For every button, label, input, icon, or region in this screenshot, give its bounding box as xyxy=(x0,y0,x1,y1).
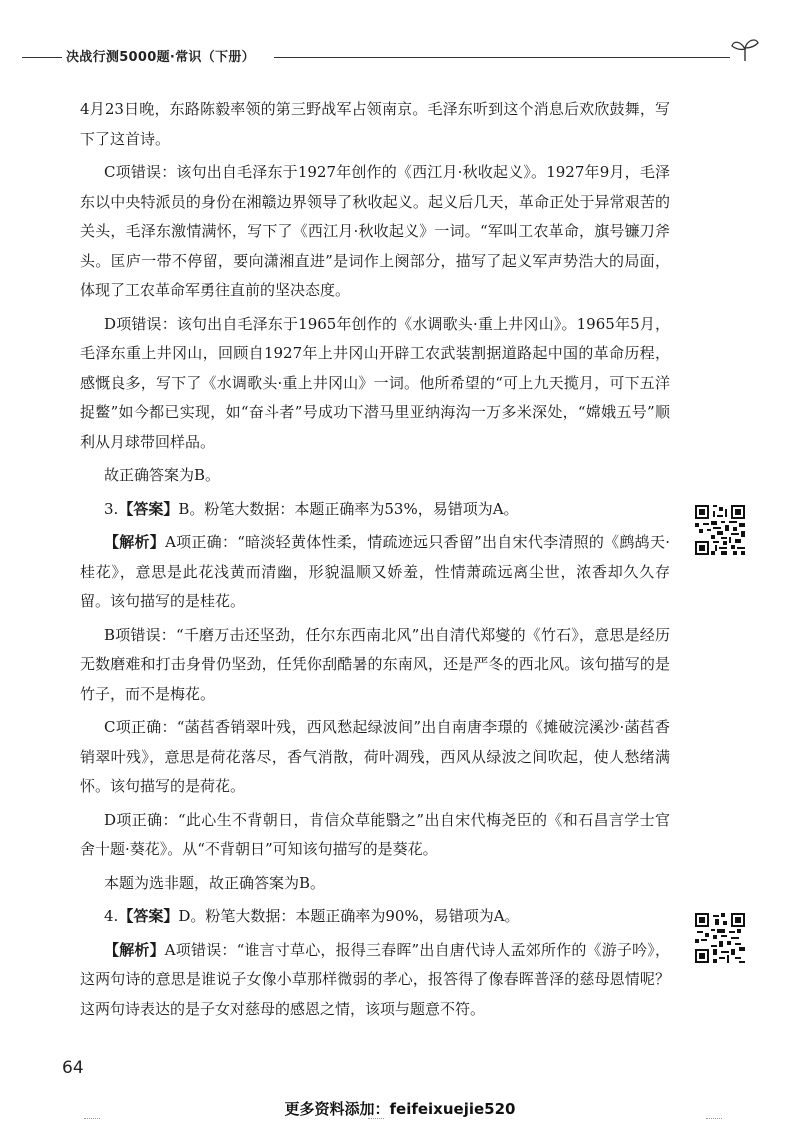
q3-number: 3. xyxy=(104,499,119,518)
text-paragraph: 故正确答案为B。 xyxy=(104,466,221,484)
q3-answer xyxy=(80,495,670,525)
page-content xyxy=(80,95,670,1028)
q4-answer xyxy=(80,902,670,932)
text-paragraph: C项错误：该句出自毛泽东于1927年创作的《西江月·秋收起义》。1927年9月，毛泽东以中央特派员的身份在湘赣边界领导了秋收起义。起义后几天，革命正处于异常艰苦的关头，毛泽东激情满怀，写下了《西江月·秋收起义》一词。“军叫工农革命，旗号镰刀斧头。匡庐一带不停留，要向潇湘直进”是词作上阕部分，描写了起义军声势浩大的局面，体现了工农革命军勇往直前的坚决态度。 xyxy=(80,163,670,299)
header-rule-right xyxy=(274,57,730,58)
q3-analysis xyxy=(80,528,670,617)
answer-tag: 【答案】 xyxy=(118,907,179,925)
header-title: 决战行测5000题·常识（下册） xyxy=(66,50,255,65)
q4-answer-text: D。粉笔大数据：本题正确率为90%，易错项为A。 xyxy=(178,907,520,925)
text-paragraph: 本题为选非题，故正确答案为B。 xyxy=(104,873,326,892)
footer-note: 更多资料添加：feifeixuejie520 xyxy=(284,1100,516,1118)
text-paragraph: D项错误：该句出自毛泽东于1965年创作的《水调歌头·重上井冈山》。1965年5月，毛泽东重上井冈山，回顾自1927年上井冈山开辟工农武装割据道路起中国的革命历程，感慨良多，写下了《水调歌头·重上井冈山》一词。他所希望的“可上九天揽月，可下五洋捉鳖”如今都已实现，如“奋斗者”号成功下潜马里亚纳海沟一万多米深处，“嫦娥五号”顺利从月球带回样品。 xyxy=(80,314,670,451)
text-paragraph: D项正确：“此心生不背朝日，肯信众草能翳之”出自宋代梅尧臣的《和石昌言学士官舍十题·葵花》。从“不背朝日”可知该句描写的是葵花。 xyxy=(80,810,670,858)
answer-tag: 【答案】 xyxy=(118,499,179,518)
qr-code-icon[interactable] xyxy=(695,913,745,963)
q3-analysis-text: A项正确：“暗淡轻黄体性柔，情疏迹远只香留”出自宋代李清照的《鹧鸪天·桂花》，意思是此花浅黄而清幽，形貌温顺又娇羞，性情萧疏远离尘世，浓香却久久存留。该句描写的是桂花。 xyxy=(80,533,670,610)
analysis-tag: 【解析】 xyxy=(104,940,165,959)
header-rule-left xyxy=(22,57,62,58)
scan-speck xyxy=(368,1118,384,1119)
text-paragraph: 4月23日晚，东路陈毅率领的第三野战军占领南京。毛泽东听到这个消息后欢欣鼓舞，写下了这首诗。 xyxy=(80,100,670,148)
page-number: 64 xyxy=(62,1058,84,1078)
q4-analysis-text: A项错误：“谁言寸草心，报得三春晖”出自唐代诗人孟郊所作的《游子吟》，这两句诗的意思是谁说子女像小草那样微弱的孝心，报答得了像春晖普泽的慈母恩情呢？这两句诗表达的是子女对慈母的感恩之情，该项与题意不符。 xyxy=(80,940,670,1018)
q3-answer-text: B。粉笔大数据：本题正确率为53%，易错项为A。 xyxy=(178,499,519,518)
sprout-icon xyxy=(730,36,760,62)
page-header xyxy=(0,0,800,70)
q4-analysis xyxy=(80,936,670,1025)
text-paragraph: B项错误：“千磨万击还坚劲，任尔东西南北风”出自清代郑燮的《竹石》，意思是经历无数磨难和打击身骨仍坚劲，任凭你刮酷暑的东南风，还是严冬的西北风。该句描写的是竹子，而不是梅花。 xyxy=(80,625,670,703)
text-paragraph: C项正确：“菡萏香销翠叶残，西风愁起绿波间”出自南唐李璟的《摊破浣溪沙·菡萏香销翠叶残》，意思是荷花落尽，香气消散，荷叶凋残，西风从绿波之间吹起，使人愁绪满怀。该句描写的是荷花。 xyxy=(80,718,670,795)
qr-code-icon[interactable] xyxy=(695,505,745,555)
q4-number: 4. xyxy=(104,907,119,925)
scan-speck xyxy=(706,1118,722,1119)
analysis-tag: 【解析】 xyxy=(104,533,166,551)
scan-speck xyxy=(84,1118,100,1119)
